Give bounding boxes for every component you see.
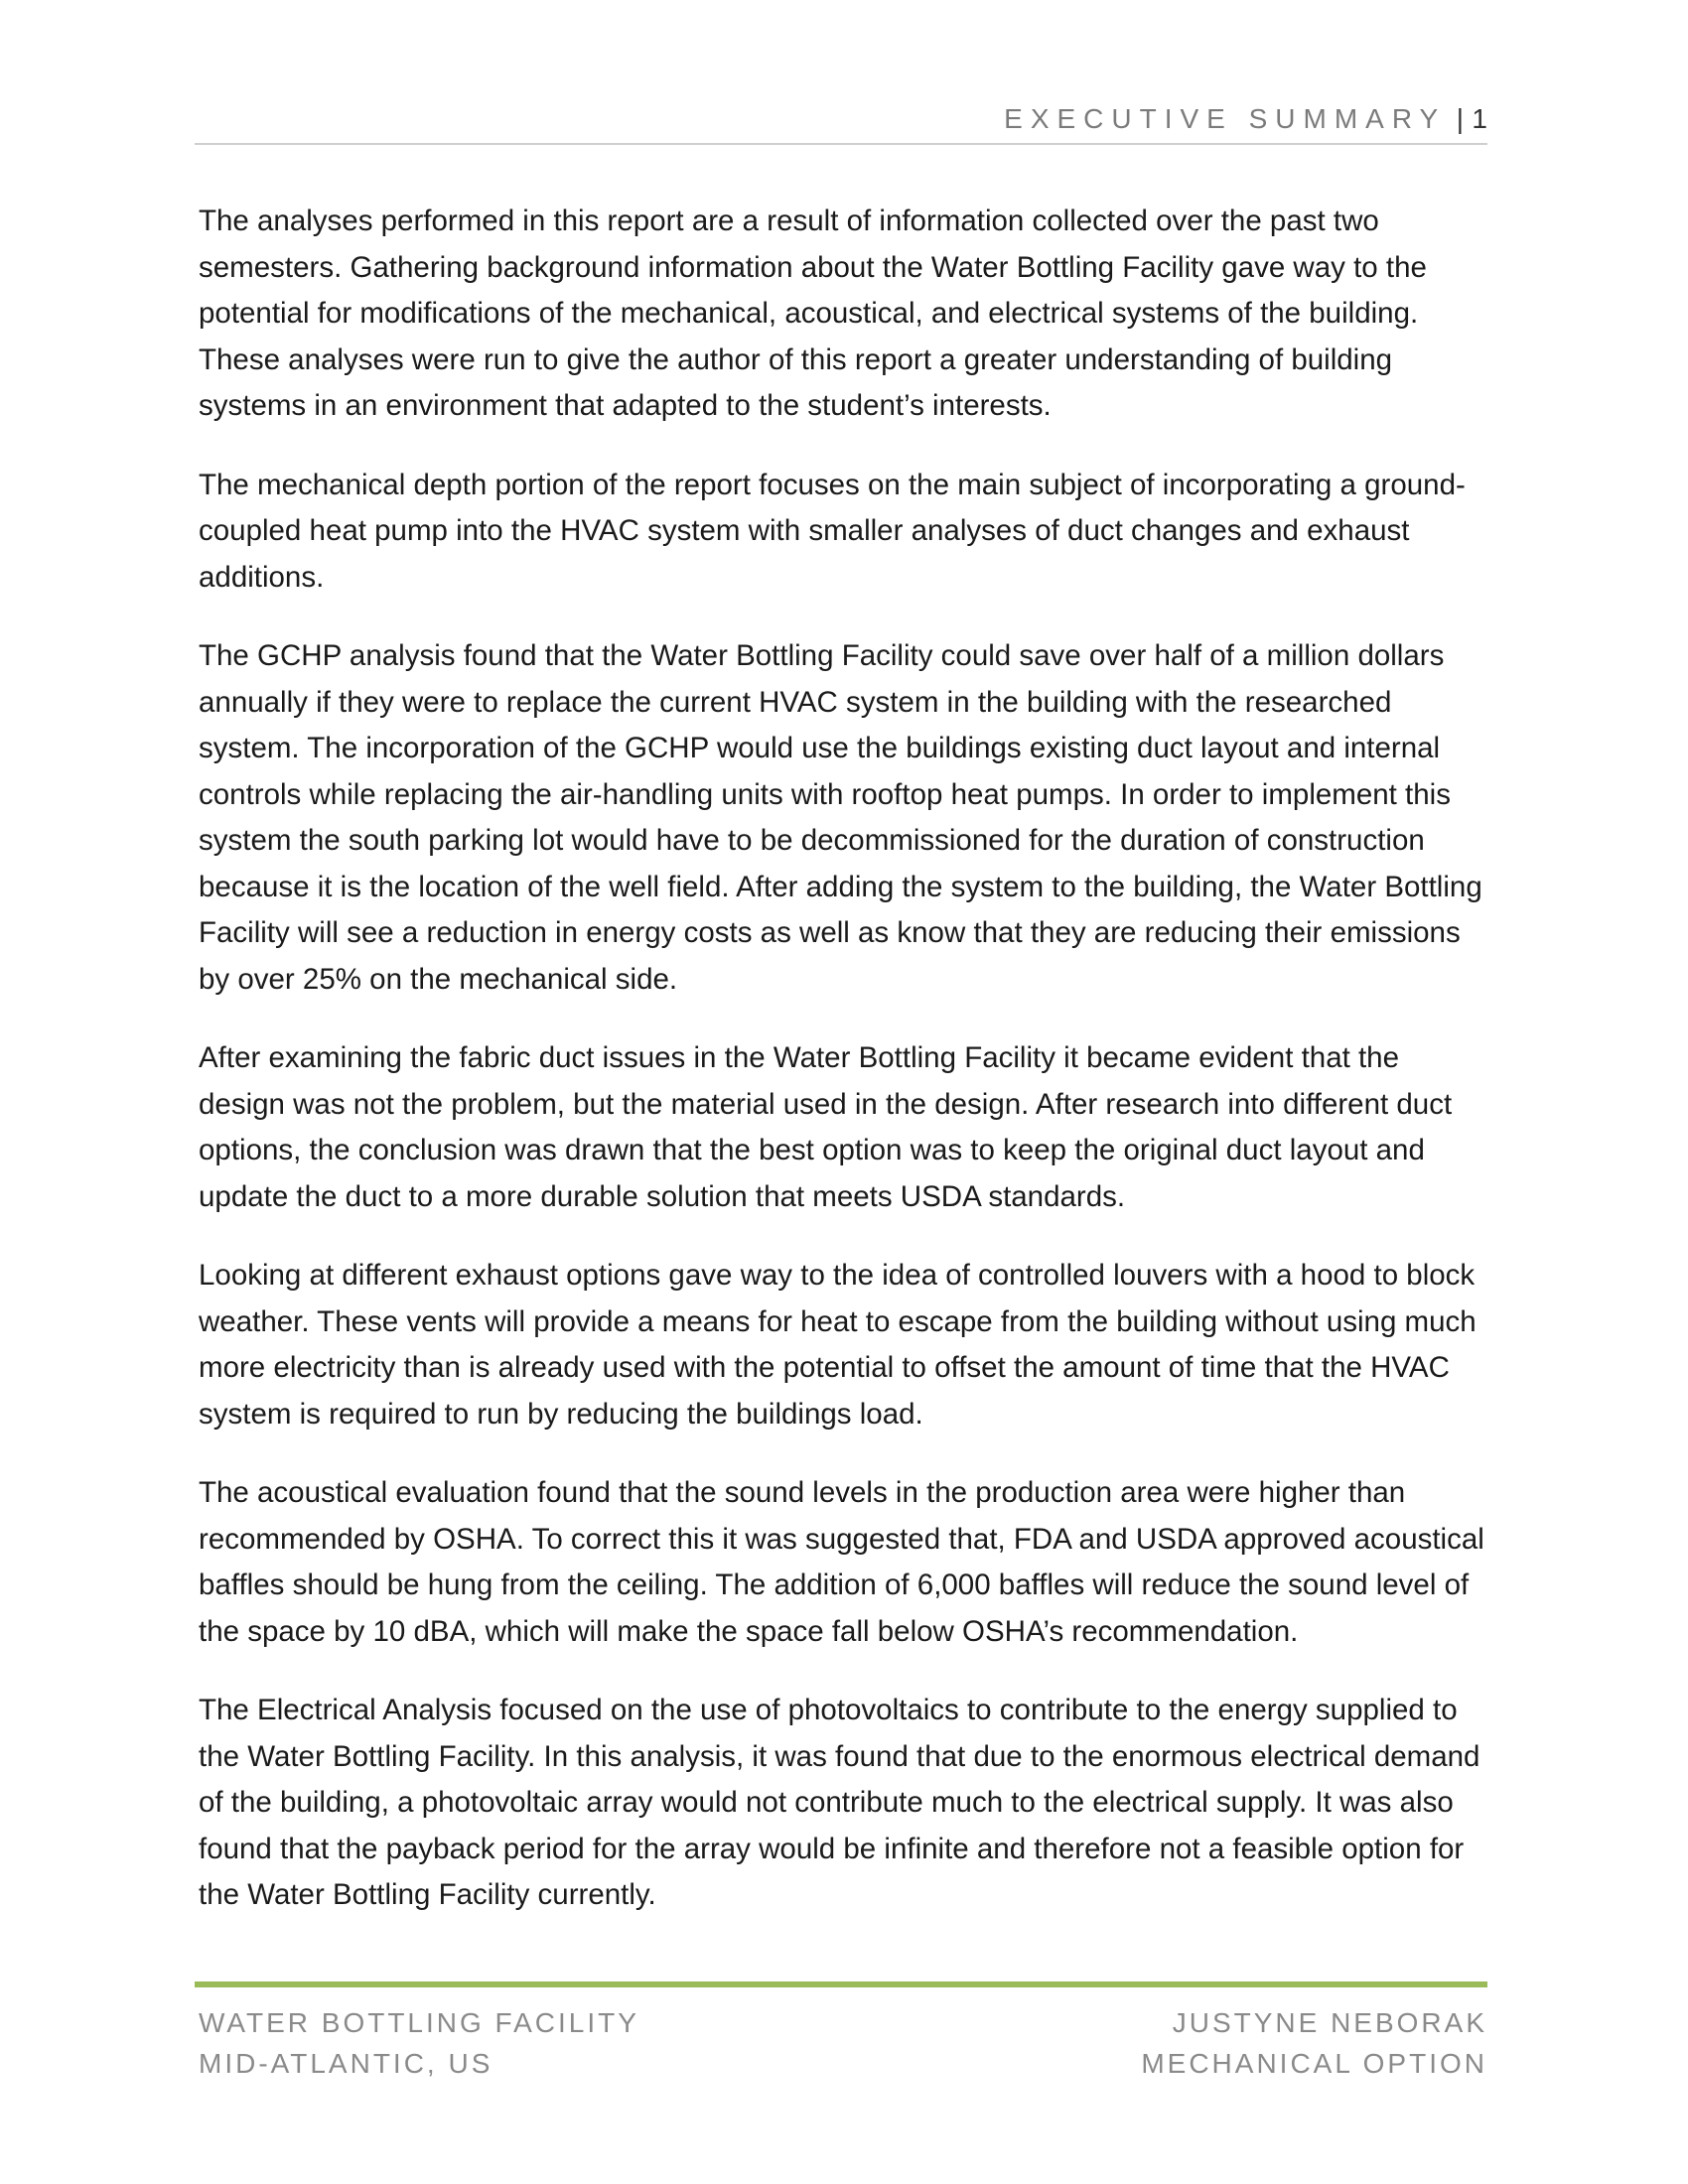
page-header (195, 99, 1487, 145)
paragraph-exhaust-options: Looking at different exhaust options gave way to the idea of controlled louvers with a hood to block weather. These vents will provide a means for heat to escape from the building without using much more electricity than is already used with the potential to offset the amount of time that the HVAC system is required to run by reducing the buildings load. (199, 1259, 1477, 1431)
footer-project-info (199, 2002, 639, 2084)
page-number: 1 (1472, 103, 1487, 134)
paragraph-mechanical-depth: The mechanical depth portion of the report focuses on the main subject of incorporating a ground-coupled heat pump into the HVAC system with smaller analyses of duct changes and exhaust additions. (199, 468, 1466, 594)
document-body (199, 199, 1489, 1952)
paragraph-fabric-duct: After examining the fabric duct issues in the Water Bottling Facility it became evident that the design was not the problem, but the material used in the design. After research into different duct options, the conclusion was drawn that the best option was to keep the original duct layout and update the duct to a more durable solution that meets USDA standards. (199, 1041, 1453, 1213)
footer-author-option: MECHANICAL OPTION (1141, 2048, 1487, 2079)
paragraph-electrical: The Electrical Analysis focused on the use of photovoltaics to contribute to the energy supplied to the Water Bottling Facility. In this analysis, it was found that due to the enormous electrical demand of the building, a photovoltaic array would not contribute much to the electrical supply. It was also found that the payback period for the array would be infinite and therefore not a feasible option for the Water Bottling Facility currently. (199, 1694, 1480, 1911)
footer-divider (195, 1981, 1487, 1987)
paragraph-acoustical: The acoustical evaluation found that the sound levels in the production area were higher than recommended by OSHA. To correct this it was suggested that, FDA and USDA approved acoustical baffles should be hung from the ceiling. The addition of 6,000 baffles will reduce the sound level of the space by 10 dBA, which will make the space fall below OSHA’s recommendation. (199, 1476, 1484, 1648)
section-title: EXECUTIVE SUMMARY (1004, 103, 1447, 134)
header-separator: | (1456, 103, 1464, 134)
footer-project-location: MID-ATLANTIC, US (199, 2048, 493, 2079)
paragraph-gchp-analysis: The GCHP analysis found that the Water Bottling Facility could save over half of a million dollars annually if they were to replace the current HVAC system in the building with the researched system. The incorporation of the GCHP would use the buildings existing duct layout and internal controls while replacing the air-handling units with rooftop heat pumps. In order to implement this system the south parking lot would have to be decommissioned for the duration of construction because it is the location of the well field. After adding the system to the building, the Water Bottling Facility will see a reduction in energy costs as well as know that they are reducing their emissions by over 25% on the mechanical side. (199, 639, 1482, 996)
footer-project-name: WATER BOTTLING FACILITY (199, 2007, 639, 2038)
footer-author-info (1141, 2002, 1487, 2084)
footer-author-name: JUSTYNE NEBORAK (1172, 2007, 1487, 2038)
paragraph-overview: The analyses performed in this report are a result of information collected over the past two semesters. Gathering background information about the Water Bottling Facility gave way to the potential for modifications of the mechanical, acoustical, and electrical systems of the building. These analyses were run to give the author of this report a greater understanding of building systems in an environment that adapted to the student’s interests. (199, 205, 1427, 422)
